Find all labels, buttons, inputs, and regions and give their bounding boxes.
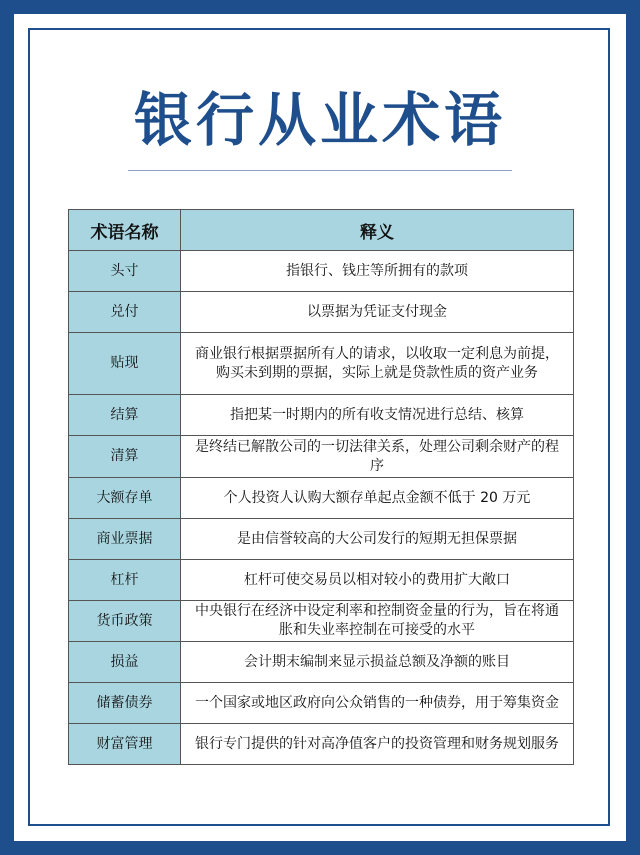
title-divider	[128, 170, 512, 171]
term-cell: 商业票据	[69, 519, 181, 560]
terms-table	[68, 209, 574, 765]
definition-cell: 银行专门提供的针对高净值客户的投资管理和财务规划服务	[181, 724, 574, 765]
table-row	[69, 292, 574, 333]
definition-cell: 杠杆可使交易员以相对较小的费用扩大敞口	[181, 560, 574, 601]
table-row	[69, 395, 574, 436]
definition-cell: 指银行、钱庄等所拥有的款项	[181, 251, 574, 292]
table-row	[69, 519, 574, 560]
term-cell: 清算	[69, 436, 181, 478]
table-row	[69, 724, 574, 765]
table-row	[69, 683, 574, 724]
page-title: 银行从业术语	[133, 86, 506, 154]
term-cell: 兑付	[69, 292, 181, 333]
definition-cell: 指把某一时期内的所有收支情况进行总结、核算	[181, 395, 574, 436]
definition-cell: 是由信誉较高的大公司发行的短期无担保票据	[181, 519, 574, 560]
header-definition: 释义	[181, 210, 574, 251]
table-row	[69, 333, 574, 395]
term-cell: 货币政策	[69, 601, 181, 642]
definition-cell: 会计期末编制来显示损益总额及净额的账目	[181, 642, 574, 683]
definition-cell: 商业银行根据票据所有人的请求，以收取一定利息为前提，购买未到期的票据，实际上就是贷款性质的资产业务	[181, 333, 574, 395]
table-row	[69, 478, 574, 519]
term-cell: 储蓄债券	[69, 683, 181, 724]
term-cell: 损益	[69, 642, 181, 683]
term-cell: 头寸	[69, 251, 181, 292]
table-row	[69, 601, 574, 642]
definition-cell: 一个国家或地区政府向公众销售的一种债券，用于筹集资金	[181, 683, 574, 724]
definition-cell: 是终结已解散公司的一切法律关系，处理公司剩余财产的程序	[181, 436, 574, 478]
watermark-logo: 小红书	[589, 825, 622, 838]
table-row	[69, 436, 574, 478]
term-cell: 大额存单	[69, 478, 181, 519]
table-row	[69, 560, 574, 601]
term-cell: 财富管理	[69, 724, 181, 765]
table-row	[69, 251, 574, 292]
term-cell: 杠杆	[69, 560, 181, 601]
definition-cell: 个人投资人认购大额存单起点金额不低于 20 万元	[181, 478, 574, 519]
term-cell: 结算	[69, 395, 181, 436]
definition-cell: 以票据为凭证支付现金	[181, 292, 574, 333]
table-header-row	[69, 210, 574, 251]
header-term: 术语名称	[69, 210, 181, 251]
term-cell: 贴现	[69, 333, 181, 395]
table-row	[69, 642, 574, 683]
definition-cell: 中央银行在经济中设定利率和控制资金量的行为，旨在将通胀和失业率控制在可接受的水平	[181, 601, 574, 642]
